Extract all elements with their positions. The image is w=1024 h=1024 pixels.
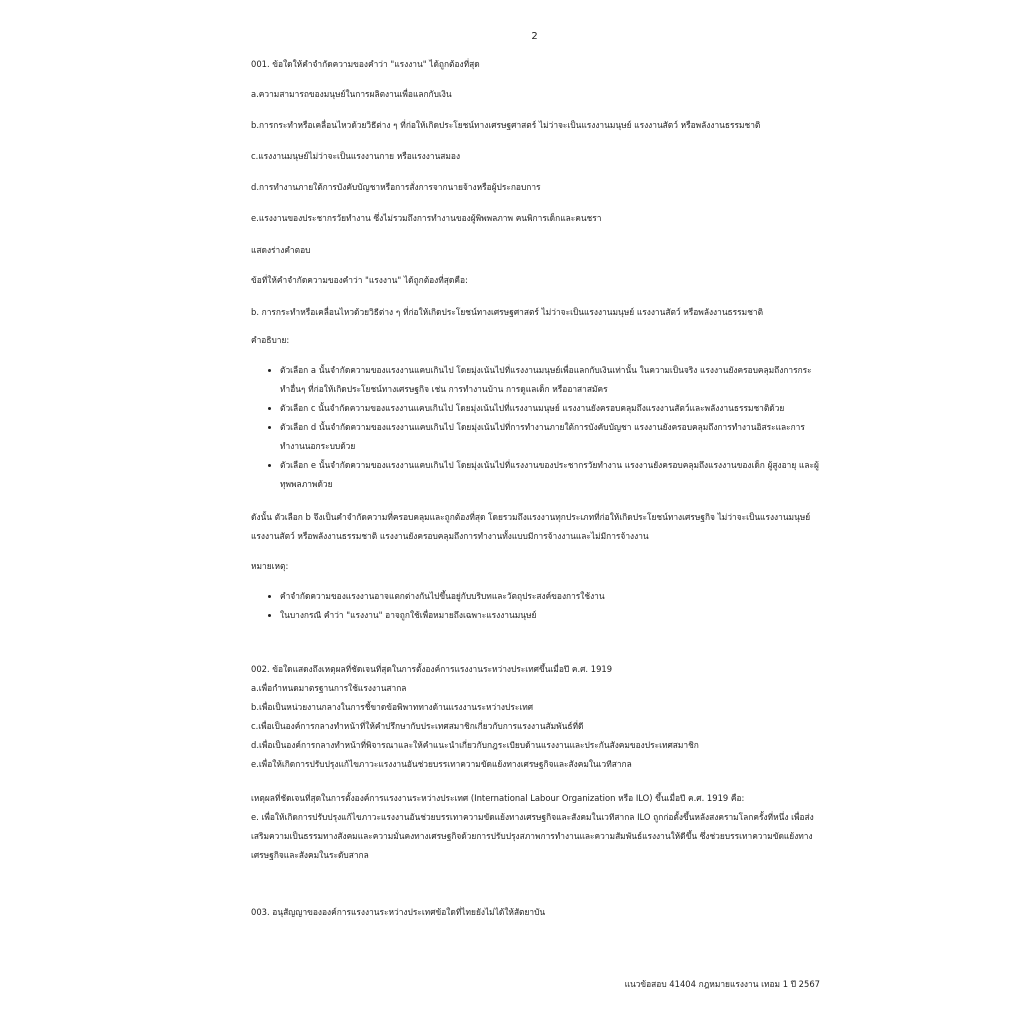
question-1-option-e: e.แรงงานของประชากรวัยทำงาน ซึ่งไม่รวมถึงการทำงานของผู้พิพพลภาพ คนพิการเด็กและคนชรา [251, 213, 602, 223]
document-body [251, 58, 821, 922]
question-1-option-a: a.ความสามารถของมนุษย์ในการผลิตงานเพื่อแลกกับเงิน [251, 89, 452, 99]
note-heading: หมายเหตุ: [251, 561, 289, 571]
explanation-item: • ตัวเลือก d นั้นจำกัดความของแรงงานแคบเกินไป โดยมุ่งเน้นไปที่การทำงานภายใต้การบังคับบัญชา แรงงานยังครอบคลุมถึงการทำงานอิสระและการทำงานนอกระบบด้วย [280, 418, 821, 456]
question-3-stem: 003. อนุสัญญาขององค์การแรงงานระหว่างประเทศข้อใดที่ไทยยังไม่ได้ให้สัตยาบัน [251, 907, 546, 917]
note-list [251, 587, 821, 625]
explanation-item: • ตัวเลือก a นั้นจำกัดความของแรงงานแคบเกินไป โดยมุ่งเน้นไปที่แรงงานมนุษย์เพื่อแลกกับเงินเท่านั้น ในความเป็นจริง แรงงานยังครอบคลุมถึงการกระทำอื่นๆ ที่ก่อให้เกิดประโยชน์ทางเศรษฐกิจ เช่น การทำงานบ้าน การดูแลเด็ก หรืออาสาสมัคร [280, 361, 821, 399]
question-2-option-c: c.เพื่อเป็นองค์การกลางทำหน้าที่ให้คำปรึกษากับประเทศสมาชิกเกี่ยวกับการแรงงานสัมพันธ์ที่ดี [251, 721, 584, 731]
question-1-option-c: c.แรงงานมนุษย์ไม่ว่าจะเป็นแรงงานกาย หรือแรงงานสมอง [251, 151, 461, 161]
question-2-option-e: e.เพื่อให้เกิดการปรับปรุงแก้ไขภาวะแรงงานอันช่วยบรรเทาความขัดแย้งทางเศรษฐกิจและสังคมในเวทีสากล [251, 759, 632, 769]
question-2-answer-text: e. เพื่อให้เกิดการปรับปรุงแก้ไขภาวะแรงงานอันช่วยบรรเทาความขัดแย้งทางเศรษฐกิจและสังคมในเวทีสากล ILO ถูกก่อตั้งขึ้นหลังสงครามโลกครั้งที่หนึ่ง เพื่อส่งเสริมความเป็นธรรมทางสังคมและความมั่นคงทางเศรษฐกิจด้วยการปรับปรุงสภาพการทำงานและความสัมพันธ์แรงงานให้ดีขึ้น ซึ่งช่วยบรรเทาความขัดแย้งทางเศรษฐกิจและสังคมในระดับสากล [251, 812, 814, 860]
question-2-stem: 002. ข้อใดแสดงถึงเหตุผลที่ชัดเจนที่สุดในการตั้งองค์การแรงงานระหว่างประเทศขึ้นเมื่อปี ค.ศ. 1919 [251, 664, 613, 674]
question-2-option-d: d.เพื่อเป็นองค์การกลางทำหน้าที่พิจารณาและให้คำแนะนำเกี่ยวกับกฎระเบียบด้านแรงงานและประกันสังคมของประเทศสมาชิก [251, 740, 699, 750]
question-1-answer-text: b. การกระทำหรือเคลื่อนไหวด้วยวิธีต่าง ๆ ที่ก่อให้เกิดประโยชน์ทางเศรษฐศาสตร์ ไม่ว่าจะเป็นแรงงานมนุษย์ แรงงานสัตว์ หรือพลังงานธรรมชาติ [251, 307, 764, 317]
question-1-option-b: b.การกระทำหรือเคลื่อนไหวด้วยวิธีต่าง ๆ ที่ก่อให้เกิดประโยชน์ทางเศรษฐศาสตร์ ไม่ว่าจะเป็นแรงงานมนุษย์ แรงงานสัตว์ หรือพลังงานธรรมชาติ [251, 120, 761, 130]
reveal-answer-label: แสดงร่างคำตอบ [251, 245, 311, 255]
question-1-option-d: d.การทำงานภายใต้การบังคับบัญชาหรือการสั่งการจากนายจ้างหรือผู้ประกอบการ [251, 182, 541, 192]
question-1-answer-intro: ข้อที่ให้คำจำกัดความของคำว่า "แรงงาน" ได้ถูกต้องที่สุดคือ: [251, 275, 468, 285]
explanation-list [251, 361, 821, 494]
question-2-option-b: b.เพื่อเป็นหน่วยงานกลางในการชี้ขาดข้อพิพาททางด้านแรงงานระหว่างประเทศ [251, 702, 534, 712]
page-number: 2 [531, 31, 538, 42]
note-item: • ในบางกรณี คำว่า "แรงงาน" อาจถูกใช้เพื่อหมายถึงเฉพาะแรงงานมนุษย์ [280, 606, 821, 625]
explanation-item: • ตัวเลือก c นั้นจำกัดความของแรงงานแคบเกินไป โดยมุ่งเน้นไปที่แรงงานมนุษย์ แรงงานยังครอบคลุมถึงแรงงานสัตว์และพลังงานธรรมชาติด้วย [280, 399, 821, 418]
note-item: • คำจำกัดความของแรงงานอาจแตกต่างกันไปขึ้นอยู่กับบริบทและวัตถุประสงค์ของการใช้งาน [280, 587, 821, 606]
explanation-item: • ตัวเลือก e นั้นจำกัดความของแรงงานแคบเกินไป โดยมุ่งเน้นไปที่แรงงานของประชากรวัยทำงาน แรงงานยังครอบคลุมถึงแรงงานของเด็ก ผู้สูงอายุ และผู้ทุพพลภาพด้วย [280, 456, 821, 494]
question-1-stem: 001. ข้อใดให้คำจำกัดความของคำว่า "แรงงาน" ได้ถูกต้องที่สุด [251, 59, 480, 69]
question-1-conclusion: ดังนั้น ตัวเลือก b จึงเป็นคำจำกัดความที่ครอบคลุมและถูกต้องที่สุด โดยรวมถึงแรงงานทุกประเภทที่ก่อให้เกิดประโยชน์ทางเศรษฐกิจ ไม่ว่าจะเป็นแรงงานมนุษย์ แรงงานสัตว์ หรือพลังงานธรรมชาติ แรงงานยังครอบคลุมถึงการทำงานทั้งแบบมีการจ้างงานและไม่มีการจ้างงาน [251, 512, 811, 541]
explanation-heading: คำอธิบาย: [251, 335, 290, 345]
question-2-answer-intro: เหตุผลที่ชัดเจนที่สุดในการตั้งองค์การแรงงานระหว่างประเทศ (International Labour Organization หรือ ILO) ขึ้นเมื่อปี ค.ศ. 1919 คือ: [251, 793, 745, 803]
page-footer: แนวข้อสอบ 41404 กฎหมายแรงงาน เทอม 1 ปี 2567 [624, 979, 820, 989]
question-2-option-a: a.เพื่อกำหนดมาตรฐานการใช้แรงงานสากล [251, 683, 407, 693]
